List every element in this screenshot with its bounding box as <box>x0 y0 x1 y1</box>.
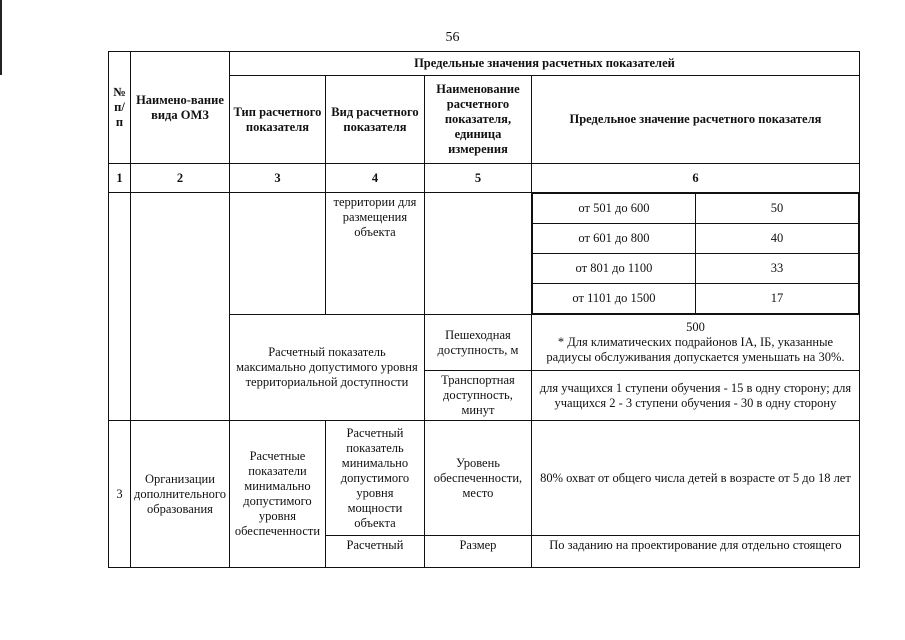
col-number: 5 <box>424 164 531 193</box>
walk-value: 500 <box>686 320 705 334</box>
header-type: Тип расчетного показателя <box>229 76 325 164</box>
col-number: 2 <box>131 164 230 193</box>
cont-type-cell <box>229 193 325 315</box>
row3-num: 3 <box>109 421 131 568</box>
range-label: от 801 до 1100 <box>532 254 695 284</box>
header-limit-value: Предельное значение расчетного показателя <box>531 76 859 164</box>
range-label: от 601 до 800 <box>532 224 695 254</box>
norms-table <box>108 51 860 568</box>
row3-omz-name: Организации дополнительного образования <box>131 421 230 568</box>
row3-next-vid: Расчетный <box>325 536 424 568</box>
col-number: 6 <box>531 164 859 193</box>
row3-type: Расчетные показатели минимально допустимого уровня обеспеченности <box>229 421 325 568</box>
header-group: Предельные значения расчетных показателей <box>229 52 859 76</box>
header-indicator-name: Наименование расчетного показателя, единица измерения <box>424 76 531 164</box>
cont-num-cell <box>109 193 131 421</box>
col-number: 3 <box>229 164 325 193</box>
header-num: № п/п <box>109 52 131 164</box>
cont-indicator-cell <box>424 193 531 315</box>
walk-indicator: Пешеходная доступность, м <box>424 315 531 371</box>
cont-vid-cell: территории для размещения объекта <box>325 193 424 315</box>
range-value: 17 <box>695 284 858 314</box>
range-value: 40 <box>695 224 858 254</box>
range-label: от 501 до 600 <box>532 194 695 224</box>
header-omz-name: Наимено-вание вида ОМЗ <box>131 52 230 164</box>
header-vid: Вид расчетного показателя <box>325 76 424 164</box>
cont-name-cell <box>131 193 230 421</box>
transport-value: для учащихся 1 ступени обучения - 15 в одну сторону; для учащихся 2 - 3 ступени обучения - 30 в одну сторону <box>531 371 859 421</box>
col-number: 1 <box>109 164 131 193</box>
walk-value-cell <box>531 315 859 371</box>
row3-value: 80% охват от общего числа детей в возрасте от 5 до 18 лет <box>531 421 859 536</box>
transport-indicator: Транспортная доступность, минут <box>424 371 531 421</box>
col-number: 4 <box>325 164 424 193</box>
row3-next-indicator: Размер <box>424 536 531 568</box>
row3-next-value: По заданию на проектирование для отдельно стоящего <box>531 536 859 568</box>
page-number: 56 <box>445 30 460 45</box>
range-value: 50 <box>695 194 858 224</box>
row3-indicator: Уровень обеспеченности, место <box>424 421 531 536</box>
range-label: от 1101 до 1500 <box>532 284 695 314</box>
access-label-cell: Расчетный показатель максимально допустимого уровня территориальной доступности <box>229 315 424 421</box>
ranges-table <box>532 193 859 314</box>
ranges-cell <box>531 193 859 315</box>
scan-edge-line <box>0 0 2 75</box>
row3-vid: Расчетный показатель минимально допустимого уровня мощности объекта <box>325 421 424 536</box>
range-value: 33 <box>695 254 858 284</box>
walk-note: * Для климатических подрайонов IA, IБ, указанные радиусы обслуживания допускается уменьшать на 30%. <box>546 335 845 364</box>
